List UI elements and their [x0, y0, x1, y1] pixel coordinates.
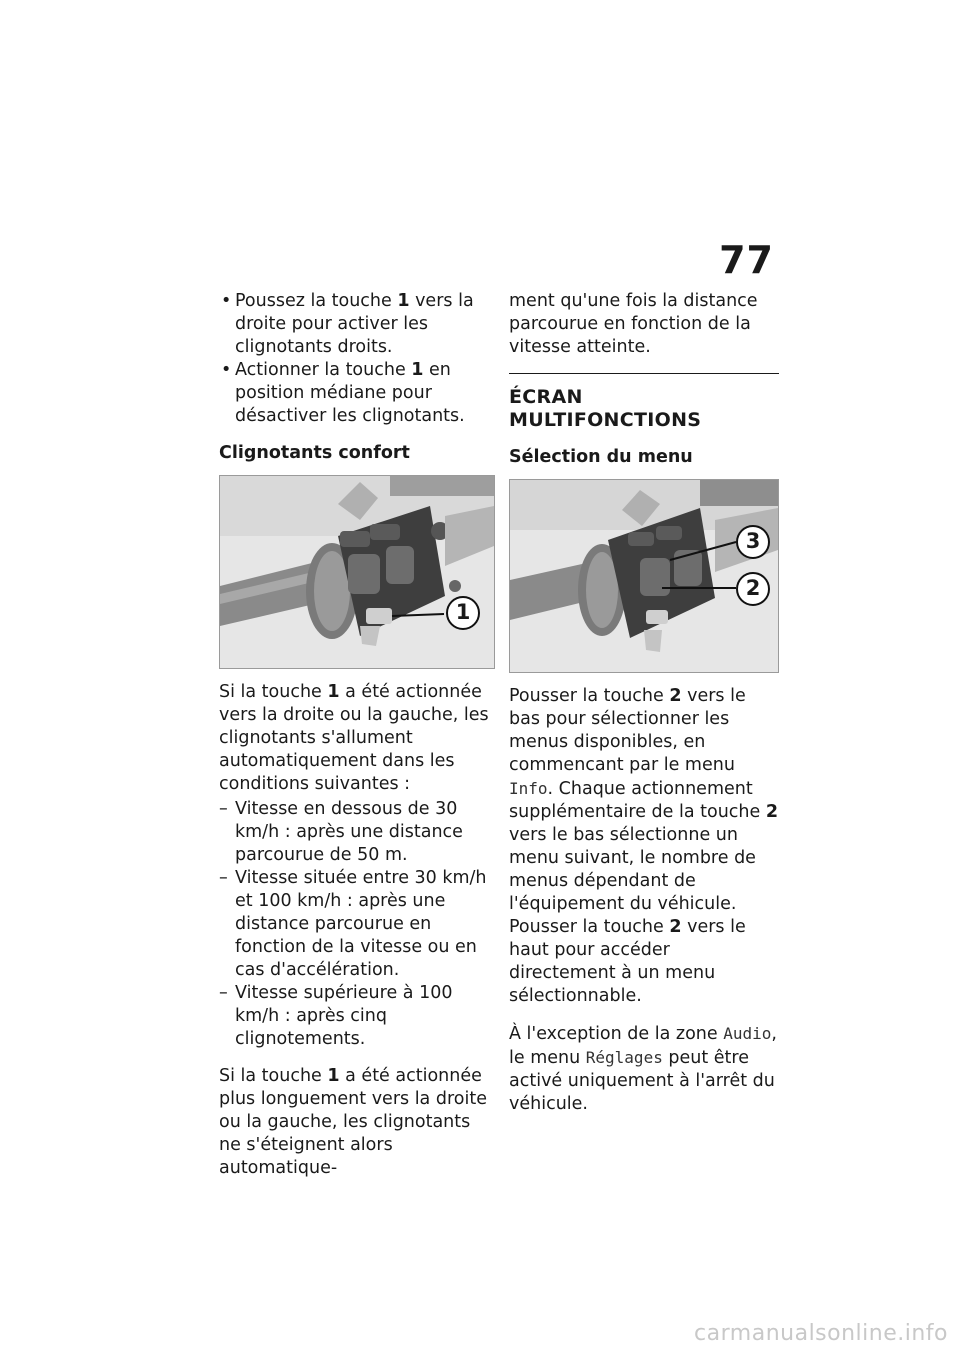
paragraph: ment qu'une fois la distance parcourue en fonction de la vitesse atteinte.	[509, 291, 758, 357]
paragraph: Pousser la touche 2 vers le bas pour sélectionner les menus disponibles, en commencant par le menu Info. Chaque actionnement supplémentaire de la touche 2 vers le bas sélectionne un menu suivant, le nombre de menus dépendant de l'équipement du véhicule. Pousser la touche 2 vers le haut pour accéder directement à un menu sélectionnable.	[509, 686, 779, 1006]
paragraph: À l'exception de la zone Audio, le menu Réglages peut être activé uniquement à l'arrêt du véhicule.	[509, 1024, 777, 1114]
list-item: • Actionner la touche 1 en position médiane pour désactiver les clignotants.	[219, 359, 495, 428]
condition-list	[219, 798, 495, 1051]
callout-2: 2	[736, 572, 770, 606]
section-heading: Sélection du menu	[509, 447, 693, 467]
menu-name-audio: Audio	[723, 1024, 772, 1043]
list-item: – Vitesse en dessous de 30 km/h : après une distance parcourue de 50 m.	[219, 798, 495, 867]
paragraph: Si la touche 1 a été actionnée plus longuement vers la droite ou la gauche, les clignotants ne s'éteignent alors automatique-	[219, 1066, 487, 1178]
paragraph: Si la touche 1 a été actionnée vers la droite ou la gauche, les clignotants s'allument automatiquement dans les conditions suivantes :	[219, 682, 489, 794]
handlebar-illustration	[510, 480, 778, 672]
section-heading: Clignotants confort	[219, 443, 410, 463]
handlebar-switch-figure	[219, 475, 495, 669]
callout-3: 3	[736, 525, 770, 559]
handlebar-illustration	[220, 476, 494, 668]
bullet-list	[219, 290, 495, 428]
menu-name-info: Info	[509, 779, 548, 798]
list-item: – Vitesse située entre 30 km/h et 100 km/h : après une distance parcourue en fonction de la vitesse ou en cas d'accélération.	[219, 867, 495, 982]
footer-watermark: carmanualsonline.info	[694, 1321, 948, 1346]
menu-name-reglages: Réglages	[585, 1048, 663, 1067]
section-title: ÉCRAN MULTIFONCTIONS	[509, 386, 702, 431]
multifunction-switch-figure	[509, 479, 779, 673]
page-number: 77	[719, 238, 774, 282]
section-divider	[509, 373, 779, 374]
right-column	[509, 290, 779, 1130]
left-column	[219, 290, 495, 1194]
callout-1: 1	[446, 596, 480, 630]
list-item: • Poussez la touche 1 vers la droite pour activer les clignotants droits.	[219, 290, 495, 359]
list-item: – Vitesse supérieure à 100 km/h : après cinq clignotements.	[219, 982, 495, 1051]
